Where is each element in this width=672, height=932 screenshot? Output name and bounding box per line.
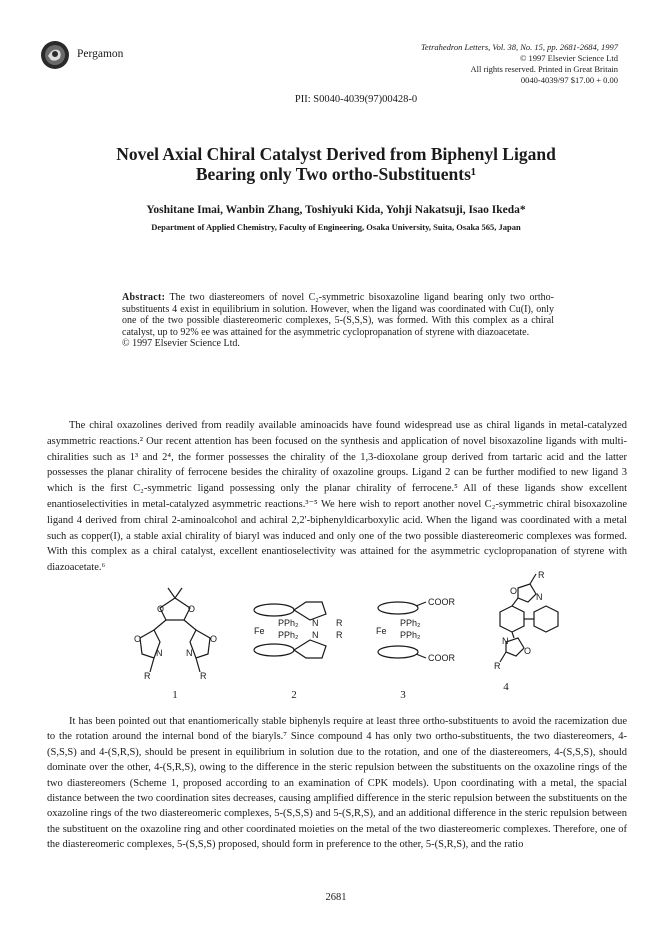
affiliation: Department of Applied Chemistry, Faculty of Engineering, Osaka University, Suita, Osaka 565, Japan [151, 222, 521, 232]
pii-text: PII: S0040-4039(97)00428-0 [294, 94, 418, 105]
struct1-o4: O [210, 634, 218, 644]
abstract-text: The two diastereomers of novel C₂-symmetric bisoxazoline ligand bearing only two ortho-substituents 4 exist in equilibrium in solution. However, when the ligand was coordinated with Cu(I), only one of the two possible diastereomeric complexes, 5-(S,S,S), was formed. With this complex as a chiral catalyst, up to 92% ee was attained for the asymmetric cyclopropanation of styrene with diazoacetate. [122, 292, 554, 338]
structure-2-label: 2 [291, 689, 297, 701]
body-paragraph-2: It has been pointed out that enantiomerically stable biphenyls require at least three ortho-substituents to avoid the racemization due to the rotation around the internal bond of the biaryls.⁷ Since compound 4 has only two ortho-substituents, the two diastereomers, 4-(S,S,S) and 4-(S,R,S), should be present in equilibrium in solution due to the rotation, and one of the diastereomers, 4-(S,S,S), should dominate over the other, 4-(S,R,S), owing to the difference in the steric repulsion between the substituents on the oxazoline rings of the two diastereomers (Scheme 1, proposed according to an examination of CPK models). Upon coordinating with a metal, the spacial distance between the two coordination sites decreases, causing amplified difference in the steric repulsion between the substituents on the oxazoline rings of the two diastereomeric complexes, 5-(S,S,S) and 5-(S,R,S), and an additional difference in the steric repulsion between the substituent on the oxazoline ring and other coordinated moieties on the metal of the two diastereomeric complexes. Therefore, one of the diastereomeric complexes, 5-(S,S,S) proposed, should form in preference to the other, 5-(S,R,S), and the ratio [47, 716, 627, 851]
pii-line [0, 94, 672, 105]
abstract-label: Abstract: [122, 292, 166, 303]
abstract [122, 292, 554, 350]
structure-4 [480, 572, 590, 693]
rights-line: All rights reserved. Printed in Great Britain [470, 64, 618, 74]
struct4-n2: N [502, 636, 509, 646]
structure-4-label: 4 [503, 681, 509, 693]
structure-3 [368, 580, 478, 701]
struct4-o1: O [510, 586, 518, 596]
struct2-r2: R [336, 630, 343, 640]
struct2-fe: Fe [254, 626, 265, 636]
publisher-name: Pergamon [77, 48, 124, 60]
struct2-n1: N [312, 618, 319, 628]
structure-1 [120, 580, 230, 701]
journal-info [421, 42, 618, 86]
struct1-n2: N [186, 648, 193, 658]
struct3-coor1: COOR [428, 597, 455, 607]
structure-4-drawing [480, 572, 590, 682]
struct3-pph2-b: PPh₂ [400, 630, 421, 640]
struct2-n2: N [312, 630, 319, 640]
struct3-pph2-a: PPh₂ [400, 618, 421, 628]
struct1-n1: N [156, 648, 163, 658]
page-number: 2681 [325, 892, 347, 903]
struct4-n1: N [536, 592, 543, 602]
struct1-o1: O [157, 604, 165, 614]
struct2-pph2-a: PPh₂ [278, 618, 299, 628]
struct1-r1: R [144, 671, 151, 681]
struct1-o2: O [188, 604, 196, 614]
title-line-2: Bearing only Two ortho-Substituents¹ [195, 164, 477, 184]
paper-title [0, 144, 672, 184]
journal-citation: Tetrahedron Letters, Vol. 38, No. 15, pp. 2681-2684, 1997 [420, 42, 618, 52]
publisher-logo [40, 40, 70, 70]
body-paragraph-1: The chiral oxazolines derived from readily available aminoacids have found widespread use as chiral ligands in metal-catalyzed asymmetric reactions.² Our recent attention has been focused on the synthesis and application of novel bisoxazoline ligands with multi-chiralities such as 1³ and 2⁴, the former possesses the chirality of the 1,3-dioxolane group derived from tartaric acid and the latter possesses the planar chirality of ferrocene besides the chirality of oxazoline groups. Ligand 2 can be further modified to new ligand 3 which is the first C₂-symmetric ligand possessing only the planar chirality of ferrocene.⁵ All of these ligands show excellent enantioselectivities in metal-catalyzed asymmetric reactions.³⁻⁵ We here wish to report another novel C₂-symmetric chiral bisoxazoline ligand 4 derived from chiral 2-aminoalcohol and achiral 2,2'-biphenyldicarboxylic acid. When the ligand was coordinated with a metal such as copper(I), a stable axial chirality of biaryl was induced and only one of the two possible diastereomeric complexes was formed. With this complex as a chiral catalyst, excellent enantioselectivity was attained for the asymmetric cyclopropanation of styrene with diazoacetate.⁶ [47, 420, 627, 574]
struct3-coor2: COOR [428, 653, 455, 663]
structure-2 [244, 580, 354, 701]
struct1-r2: R [200, 671, 207, 681]
structure-3-label: 3 [400, 689, 406, 701]
struct4-r2: R [494, 661, 501, 671]
struct1-o3: O [134, 634, 142, 644]
struct2-r1: R [336, 618, 343, 628]
struct4-r1: R [538, 570, 545, 580]
title-line-1: Novel Axial Chiral Catalyst Derived from Biphenyl Ligand [116, 144, 556, 164]
structure-1-drawing [120, 580, 230, 680]
price-line: 0040-4039/97 $17.00 + 0.00 [520, 75, 618, 85]
author-list: Yoshitane Imai, Wanbin Zhang, Toshiyuki Kida, Yohji Nakatsuji, Isao Ikeda* [146, 204, 526, 216]
struct4-o2: O [524, 646, 532, 656]
structure-1-label: 1 [172, 689, 178, 701]
abstract-copyright: © 1997 Elsevier Science Ltd. [122, 338, 240, 349]
struct3-fe: Fe [376, 626, 387, 636]
struct2-pph2-b: PPh₂ [278, 630, 299, 640]
copyright-line: © 1997 Elsevier Science Ltd [519, 53, 618, 63]
structure-2-drawing [244, 580, 354, 680]
structure-3-drawing [368, 580, 478, 680]
